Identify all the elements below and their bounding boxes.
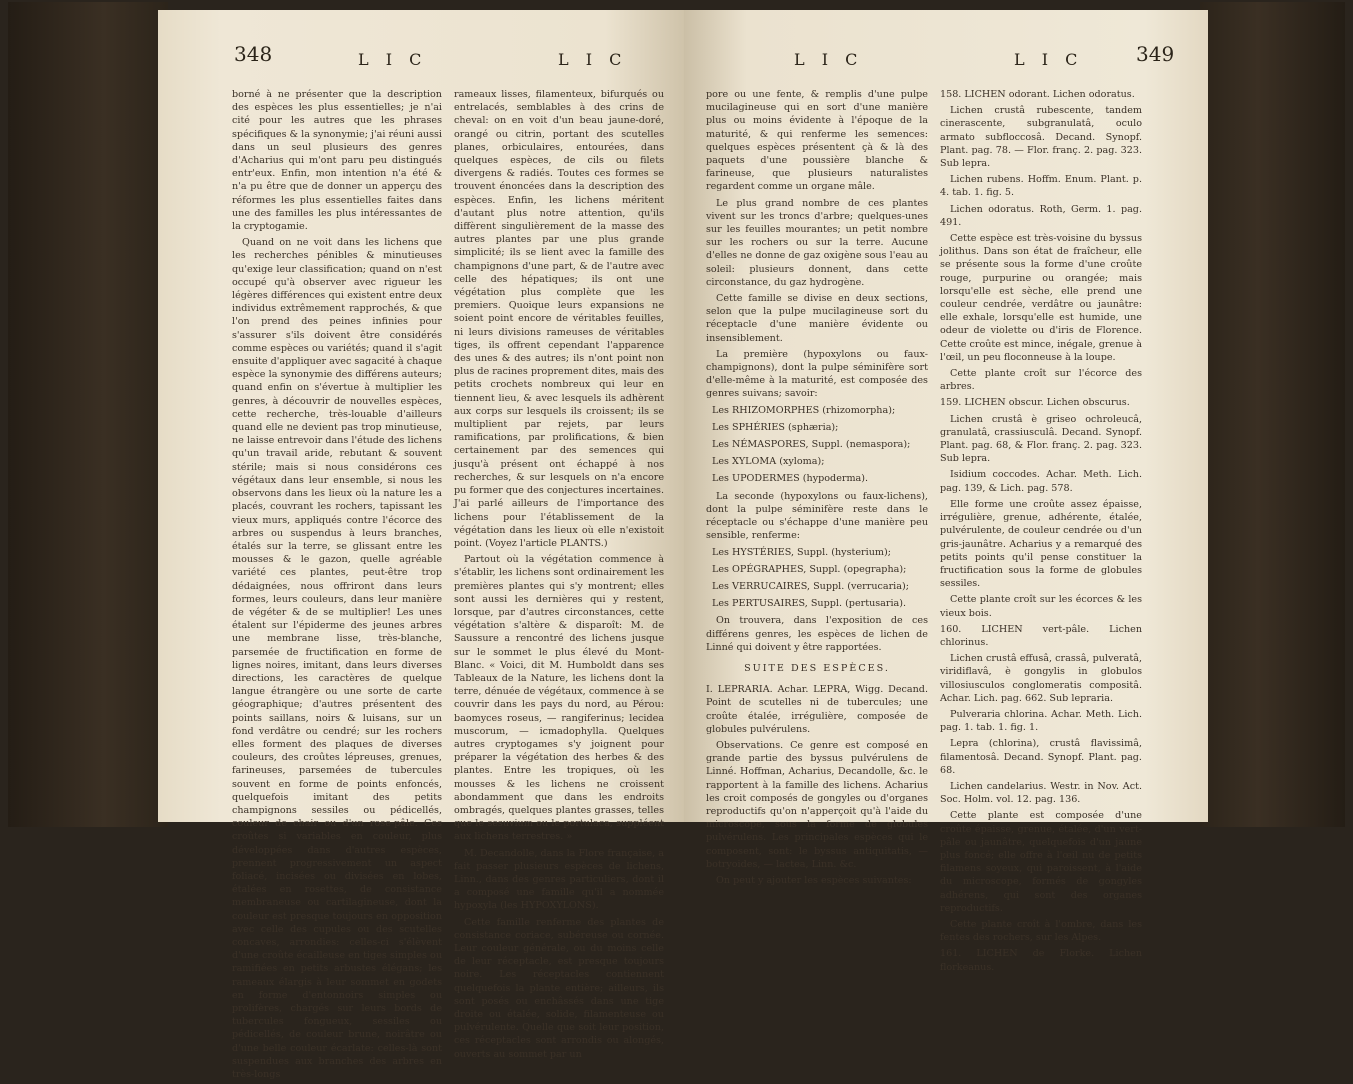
right-page-column-1 <box>706 88 928 890</box>
paragraph: Lichen candelarius. Westr. in Nov. Act. Soc. Holm. vol. 12. pag. 136. <box>940 780 1142 806</box>
paragraph: Observations. Ce genre est composé en grande partie des byssus pulvérulens de Linné. Hoffman, Acharius, Decandolle, &c. le rapportent à la famille des lichens. Acharius les croit composés de gongyles ou d'organes reproductifs qu'on n'apperçoit qu'à l'aide du microscope, sous la forme de globules pulvérulens. Les principales espèces qui le composent, sont: le byssus antiquitatis, — botryoides, — lactea, Linn. &c. <box>706 739 928 870</box>
left-page <box>158 10 684 1081</box>
book-cover-right <box>1200 2 1345 827</box>
paragraph: Quand on ne voit dans les lichens que les recherches pénibles & minutieuses qu'exige leur classification; quand on n'est occupé qu'à observer avec rigueur les légères différences qui existent entre deux individus extrêmement rapprochés, & que l'on prend des peines infinies pour s'assurer s'ils doivent être considérés comme espèces ou variétés; quand il s'agit ensuite d'appliquer avec sagacité à chaque espèce la synonymie des différens auteurs; quand enfin on s'évertue à multiplier les genres, à découvrir de nouvelles espèces, cette recherche, très-louable d'ailleurs quand elle ne devient pas trop minutieuse, ne laisse entrevoir dans l'étude des lichens qu'un travail aride, rebutant & souvent stérile; mais si nous considérons ces végétaux dans leur ensemble, si nous les observons dans les lieux où la nature les a placés, couvrant les rochers, tapissant les vieux murs, appliqués contre l'écorce des arbres ou suspendus à leurs branches, étalés sur la terre, se glissant entre les mousses & le gazon, quelle agréable variété ces plantes, peut-être trop dédaignées, nous offriront dans leurs formes, leurs couleurs, dans leur manière de végéter & de se multiplier! Les unes étalent sur l'épiderme des jeunes arbres une membrane lisse, très-blanche, parsemée de fructification en forme de lignes noires, imitant, dans leurs diverses directions, les caractères de quelque langue étrangère ou une sorte de carte géographique; d'autres présentent des points saillans, noirs & luisans, sur un fond verdâtre ou cendré; sur les rochers elles forment des plaques de diverses couleurs, des croûtes lépreuses, grenues, farineuses, parsemées de tubercules souvent en forme de points enfoncés, quelquefois imitant des petits champignons sessiles ou pédicellés, couleur de chair ou d'un rose-pâle. Ces croûtes si variables en couleur, plus développées dans d'autres espèces, prennent progressivement un aspect foliacé, incisées ou divisées en lobes, étalées en rosettes, de consistance membraneuse ou cartilagineuse, dont la couleur est presque toujours en opposition avec celle des cupules ou des scutelles concaves, arrondies: celles-ci s'élèvent d'une croûte écailleuse en tiges simples ou ramifiées en petits arbustes élégans; les rameaux élargis à leur sommet en godets en forme d'entonnoirs simples ou prolifères, chargés sur leurs bords de tubercules fongueux, sessiles ou pédicellés, de couleur brune, noirâtre ou d'une belle couleur écarlate: celles-là sont suspendues aux branches des arbres en très-longs <box>232 237 442 1081</box>
paragraph: Lichen crustâ effusâ, crassâ, pulveratâ, viridiflavâ, è gongylis in globulos villosiusculos conglomeratis compositâ. Achar. Lich. pag. 662. Sub lepraria. <box>940 653 1142 704</box>
genus-item: Les NÉMASPORES, Suppl. (nemaspora); <box>712 439 911 451</box>
paragraph: Cette plante est composée d'une croûte épaisse, grenue, étalée, d'un vert-pâle ou jaunâtre, quelquefois d'un jaune plus foncé; elle offre à l'œil nu de petits filamens soyeux, qui paroissent, à l'aide du microscope, formés de gongyles adhérens, qui sont des organes reproductifs. <box>940 810 1142 914</box>
paragraph: Pulveraria chlorina. Achar. Meth. Lich. pag. 1. tab. 1. fig. 1. <box>940 708 1142 734</box>
paragraph: Cette plante croît sur l'écorce des arbres. <box>940 368 1142 393</box>
right-page <box>684 10 1208 973</box>
genus-item: Les OPÉGRAPHES, Suppl. (opegrapha); <box>712 563 907 575</box>
genus-item: Les UPODERMES (hypoderma). <box>712 473 869 485</box>
right-page-number: 349 <box>1136 42 1175 66</box>
left-header-left: L I C <box>358 50 428 69</box>
paragraph: Cette famille se divise en deux sections, selon que la pulpe mucilagineuse sort du réceptacle d'une manière évidente ou insensiblement. <box>706 293 928 344</box>
right-header-left: L I C <box>794 50 864 69</box>
paragraph: Lichen rubens. Hoffm. Enum. Plant. p. 4. tab. 1. fig. 5. <box>940 174 1142 199</box>
genus-item: Les HYSTÉRIES, Suppl. (hysterium); <box>712 546 891 558</box>
paragraph: M. Decandolle, dans la Flore française, a fait passer plusieurs espèces de lichens, Linn., dans des genres particuliers, dont il a composé une famille qu'il a nommée hypoxyla (les HYPOXYLONS). <box>454 847 664 912</box>
right-page-header <box>684 42 1208 80</box>
open-book <box>8 2 1345 1081</box>
left-page-column-2 <box>454 88 664 1064</box>
paragraph: Lichen crustâ è griseo ochroleucâ, granulatâ, crassiusculâ. Decand. Synopf. Plant. pag. 68, & Flor. franç. 2. pag. 323. Sub lepra. <box>940 413 1142 465</box>
left-page-number: 348 <box>234 42 273 66</box>
species-heading: 160. LICHEN vert-pâle. Lichen chlorinus. <box>940 623 1142 648</box>
species-heading: 159. LICHEN obscur. Lichen obscurus. <box>940 397 1130 409</box>
left-page-header <box>158 42 684 80</box>
paragraph: borné à ne présenter que la description des espèces les plus essentielles; je n'ai cité pour les autres que les phrases spécifiques & la synonymie; j'ai réuni aussi dans un seul plusieurs des genres d'Acharius qui m'ont paru peu distingués entr'eux. Enfin, mon intention n'a été & n'a pu être que de donner un apperçu des réformes les plus essentielles faites dans une des familles les plus intéressantes de la cryptogamie. <box>232 89 443 233</box>
paragraph: Le plus grand nombre de ces plantes vivent sur les troncs d'arbre; quelques-unes sur les feuilles mourantes; un petit nombre sur les rochers ou sur la terre. Aucune d'elles ne donne de gaz oxigène sous l'eau au soleil: plusieurs donnent, dans cette circonstance, du gaz hydrogène. <box>706 197 928 288</box>
paragraph: On peut y ajouter les espèces suivantes: <box>716 874 912 886</box>
right-page-column-2 <box>940 88 1142 977</box>
paragraph: On trouvera, dans l'exposition de ces différens genres, les espèces de lichen de Linné qui doivent y être rapportées. <box>706 615 928 653</box>
paragraph: Partout où la végétation commence à s'établir, les lichens sont ordinairement les premières plantes qui s'y montrent; elles sont aussi les dernières qui y restent, lorsque, par d'autres circonstances, cette végétation s'altère & disparoît: M. de Saussure a rencontré des lichens jusque sur le sommet le plus élevé du Mont-Blanc. « Voici, dit M. Humboldt dans ses Tableaux de la Nature, les lichens dont la terre, dénuée de végétaux, commence à se couvrir dans les pays du nord, au Pérou: baomyces roseus, — rangiferinus; lecidea muscorum, — icmadophylla. Quelques autres cryptogames s'y joignent pour préparer la végétation des herbes & des plantes. Entre les tropiques, où les mousses & les lichens ne croissent abondamment que dans les endroits ombragés, quelques plantes grasses, telles que le sesuvium ou le portulaca, suppléent aux lichens terrestres. » <box>454 554 664 843</box>
genus-item: Les VERRUCAIRES, Suppl. (verrucaria); <box>712 580 909 592</box>
paragraph: Lichen odoratus. Roth, Germ. 1. pag. 491. <box>940 203 1142 228</box>
paragraph: La première (hypoxylons ou faux-champignons), dont la pulpe séminifère sort d'elle-même à la maturité, est composée des genres suivans; savoir: <box>706 348 928 400</box>
paragraph: Elle forme une croûte assez épaisse, irrégulière, grenue, adhérente, étalée, pulvérulente, de couleur cendrée ou d'un gris-jaunâtre. Acharius y a remarqué des petits points qu'il pense constituer la fructification sous la forme de globules sessiles. <box>940 498 1142 590</box>
genus-item: Les XYLOMA (xyloma); <box>712 456 825 468</box>
left-page-column-1 <box>232 88 442 1084</box>
paragraph: pore ou une fente, & remplis d'une pulpe mucilagineuse qui en sort d'une manière plus ou moins évidente à l'époque de la maturité, & qui renferme les semences: quelques espèces présentent çà & là des paquets d'une poussière blanche & farineuse, que plusieurs naturalistes regardent comme un organe mâle. <box>706 89 928 193</box>
right-header-right: L I C <box>1014 50 1084 69</box>
book-cover-left <box>8 2 168 827</box>
section-title: SUITE DES ESPÈCES. <box>744 662 890 674</box>
paragraph: Lepra (chlorina), crustâ flavissimâ, filamentosâ. Decand. Synopf. Plant. pag. 68. <box>940 738 1142 776</box>
genus-item: Les SPHÉRIES (sphæria); <box>712 421 839 433</box>
paragraph: Cette espèce est très-voisine du byssus jolithus. Dans son état de fraîcheur, elle se présente sous la forme d'une croûte rouge, purpurine ou orangée; mais lorsqu'elle est sèche, elle prend une couleur cendrée, verdâtre ou jaunâtre: elle exhale, lorsqu'elle est humide, une odeur de violette ou d'iris de Florence. Cette croûte est mince, inégale, grenue à l'œil, un peu floconneuse à la loupe. <box>940 233 1142 363</box>
paragraph: Lichen crustâ rubescente, tandem cinerascente, subgranulatâ, oculo armato subfloccosâ. Decand. Synopf. Plant. pag. 78. — Flor. franç. 2. pag. 323. Sub lepra. <box>940 105 1142 170</box>
paragraph: Cette plante croît à l'ombre, dans les fentes des rochers, sur les Alpes. <box>940 918 1142 944</box>
paragraph: rameaux lisses, filamenteux, bifurqués ou entrelacés, semblables à des crins de cheval: on en voit d'un beau jaune-doré, orangé ou citrin, portant des scutelles planes, orbiculaires, entourées, dans quelques espèces, de cils ou filets divergens & radiés. Toutes ces formes se trouvent énoncées dans la description des espèces. Enfin, les lichens méritent d'autant plus notre attention, qu'ils diffèrent singulièrement de la masse des autres plantes par une plus grande simplicité; ils se lient avec la famille des champignons d'une part, & de l'autre avec celle des hépatiques; ils ont une végétation plus complète que les premiers. Quoique leurs expansions ne soient point encore de véritables feuilles, ni leurs divisions rameuses de véritables tiges, ils offrent cependant l'apparence des unes & des autres; ils n'ont point non plus de racines proprement dites, mais des petits crochets nombreux qui leur en tiennent lieu, & avec lesquels ils adhèrent aux corps sur lesquels ils croissent; ils se multiplient par rejets, par leurs ramifications, par prolifications, & bien certainement par des semences qui jusqu'à présent ont échappé à nos recherches, & sur lesquels on n'a encore pu former que des conjectures incertaines. J'ai parlé ailleurs de l'importance des lichens pour l'établissement de la végétation dans les lieux où elle n'existoit point. (Voyez l'article PLANTS.) <box>454 89 664 549</box>
paragraph: Isidium coccodes. Achar. Meth. Lich. pag. 139, & Lich. pag. 578. <box>940 469 1142 494</box>
paragraph: La seconde (hypoxylons ou faux-lichens), dont la pulpe séminifère reste dans le réceptacle ou s'échappe d'une manière peu sensible, renferme: <box>706 490 928 542</box>
paragraph: Cette famille renferme des plantes de consistance coriace, subéreuse ou cornée. Leur couleur générale, ou du moins celle de leur réceptacle, est presque toujours noire. Les réceptacles contiennent quelquefois la plante entière; ailleurs, ils sont posés ou enchâssés dans une tige droite ou étalée, solide, filamenteuse ou pulvérulente. Quelle que soit leur position, ces réceptacles sont arrondis ou alongés, ouverts au sommet par un <box>454 916 664 1060</box>
genus-item: Les RHIZOMORPHES (rhizomorpha); <box>712 404 896 416</box>
species-heading: 158. LICHEN odorant. Lichen odoratus. <box>940 89 1135 100</box>
genus-item: Les PERTUSAIRES, Suppl. (pertusaria). <box>712 598 907 610</box>
paragraph: I. LEPRARIA. Achar. LEPRA, Wigg. Decand. Point de scutelles ni de tubercules; une croûte étalée, irrégulière, composée de globules pulvérulens. <box>706 684 928 735</box>
paragraph: Cette plante croît sur les écorces & les vieux bois. <box>940 594 1142 619</box>
left-header-right: L I C <box>558 50 628 69</box>
species-heading: 161. LICHEN de Florke. Lichen florkeanus. <box>940 948 1142 973</box>
